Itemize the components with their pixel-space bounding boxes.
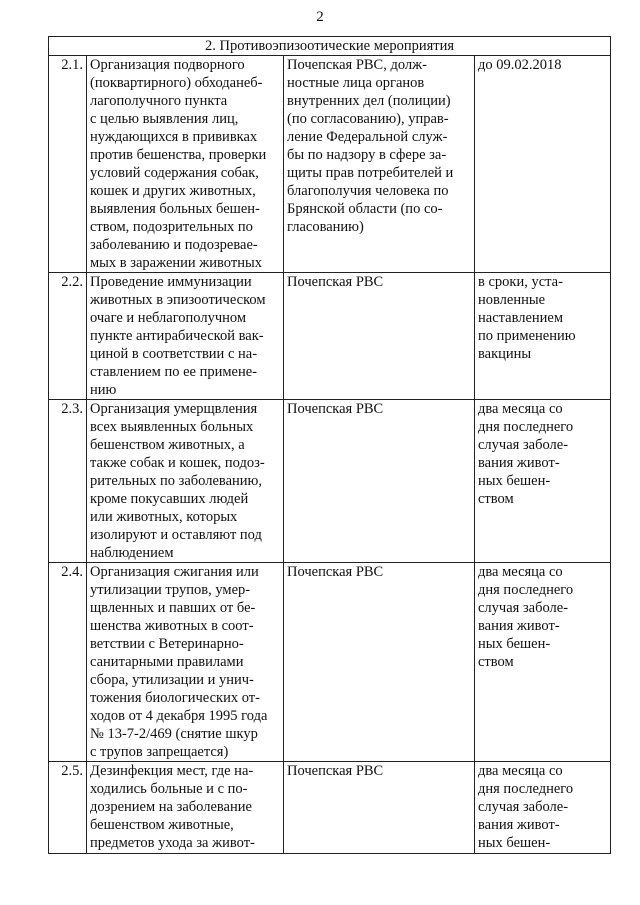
row-number: 2.5.: [49, 762, 87, 854]
section-header-row: [49, 37, 611, 56]
action-text: Организация подворного (поквартирного) обходанеб- лагополучного пункта с целью выявления лиц, нуждающихся в прививках против бешенства, проверки условий содержания собак, кошек и других животных, выявления больных бешен- ством, подозрительных по заболеванию и подозревае- мых в заражении животных: [90, 57, 267, 271]
action-text: Организация умерщвления всех выявленных больных бешенством животных, а также собак и кошек, подоз- рительных по заболеванию, кроме покусавших людей или животных, которых изолируют и оставляют под наблюдением: [90, 401, 265, 561]
row-number: 2.2.: [49, 273, 87, 400]
responsible-text: Почепская РВС: [287, 564, 384, 580]
page-number: 2: [316, 9, 324, 25]
table-row: [49, 56, 611, 273]
action-text: Дезинфекция мест, где на- ходились больные и с по- дозрением на заболевание бешенством животные, предметов ухода за живот-: [90, 763, 255, 851]
responsible-text: Почепская РВС: [287, 401, 384, 417]
responsible-text: Почепская РВС, долж- ностные лица органов внутренних дел (полиции) (по согласованию), управ- ление Федеральной служ- бы по надзору в сфере за- щиты прав потребителей и благополучия человека по Брянской области (по со- гласованию): [287, 57, 454, 235]
table-row: [49, 400, 611, 563]
deadline-text: до 09.02.2018: [478, 57, 562, 73]
row-number: 2.3.: [49, 400, 87, 563]
section-title: 2. Противоэпизоотические мероприятия: [49, 37, 611, 56]
table-row: [49, 563, 611, 762]
table-row: [49, 762, 611, 854]
measures-table: [48, 36, 611, 854]
table-row: [49, 273, 611, 400]
action-text: Организация сжигания или утилизации трупов, умер- щвленных и павших от бе- шенства животных в соот- ветствии с Ветеринарно- санитарными правилами сбора, утилизации и унич- тожения биологических от- ходов от 4 декабря 1995 года № 13-7-2/469 (снятие шкур с трупов запрещается): [90, 564, 268, 760]
row-number: 2.1.: [49, 56, 87, 273]
responsible-text: Почепская РВС: [287, 763, 384, 779]
action-text: Проведение иммунизации животных в эпизоотическом очаге и неблагополучном пункте антирабической вак- циной в соответствии с на- ставлением по ее примене- нию: [90, 274, 266, 398]
deadline-text: два месяца со дня последнего случая заболе- вания живот- ных бешен-: [478, 763, 574, 851]
responsible-text: Почепская РВС: [287, 274, 384, 290]
deadline-text: в сроки, уста- новленные наставлением по применению вакцины: [478, 274, 576, 362]
deadline-text: два месяца со дня последнего случая заболе- вания живот- ных бешен- ством: [478, 564, 574, 670]
row-number: 2.4.: [49, 563, 87, 762]
deadline-text: два месяца со дня последнего случая заболе- вания живот- ных бешен- ством: [478, 401, 574, 507]
